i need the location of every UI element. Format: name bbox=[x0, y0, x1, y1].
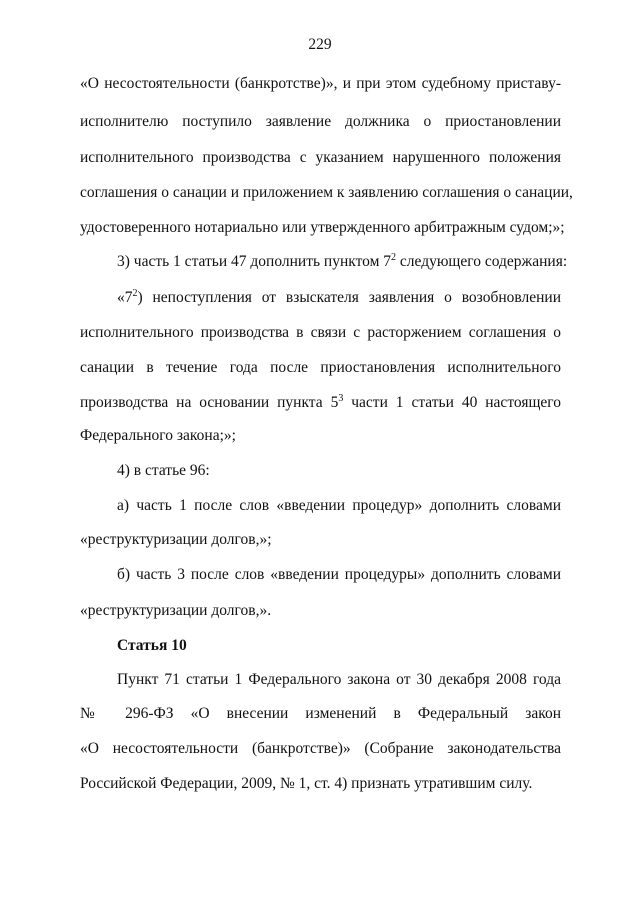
text-line: Российской Федерации, 2009, № 1, ст. 4) признать утратившим силу. bbox=[80, 775, 533, 792]
text-line: «О несостоятельности (банкротстве)», и при этом судебному приставу- bbox=[80, 75, 561, 92]
text-line: «О несостоятельности (банкротстве)» (Собрание законодательства bbox=[80, 740, 561, 757]
text-line: удостоверенного нотариально или утвержденного арбитражным судом;»; bbox=[80, 219, 565, 236]
sub-item-b: б) часть 3 после слов «введении процедуры» дополнить словами bbox=[117, 566, 561, 583]
text-line: № 296-ФЗ «О внесении изменений в Федеральный закон bbox=[80, 705, 561, 722]
list-item-3 bbox=[117, 251, 568, 272]
text-line: Пункт 71 статьи 1 Федерального закона от 30 декабря 2008 года bbox=[117, 671, 561, 688]
superscript: 2 bbox=[391, 251, 397, 263]
text-line: исполнительного производства в связи с расторжением соглашения о bbox=[80, 324, 561, 341]
text-fragment: части 1 статьи 40 настоящего bbox=[343, 394, 562, 411]
text-line: Федерального закона;»; bbox=[80, 427, 236, 444]
list-item-4: 4) в статье 96: bbox=[117, 462, 210, 479]
text-line bbox=[80, 393, 561, 413]
text-line: «реструктуризации долгов,». bbox=[80, 602, 272, 619]
text-fragment: «7 bbox=[117, 289, 133, 306]
text-fragment: следующего содержания: bbox=[396, 253, 568, 270]
text-line: соглашения о санации и приложением к заявлению соглашения о санации, bbox=[80, 184, 573, 201]
superscript: 3 bbox=[338, 392, 344, 404]
text-fragment: 3) часть 1 статьи 47 дополнить пунктом 7 bbox=[117, 253, 392, 270]
page-number: 229 bbox=[308, 36, 332, 53]
text-fragment: производства на основании пункта 5 bbox=[80, 394, 339, 411]
text-line: исполнительного производства с указанием нарушенного положения bbox=[80, 149, 561, 166]
text-line: исполнителю поступило заявление должника о приостановлении bbox=[80, 113, 561, 130]
sub-item-a: а) часть 1 после слов «введении процедур» дополнить словами bbox=[117, 497, 561, 514]
article-heading: Статья 10 bbox=[117, 637, 187, 654]
quote-line bbox=[117, 288, 561, 308]
superscript: 2 bbox=[132, 287, 138, 299]
text-fragment: ) непоступления от взыскателя заявления о возобновлении bbox=[137, 289, 561, 306]
text-line: санации в течение года после приостановления исполнительного bbox=[80, 359, 561, 376]
text-line: «реструктуризации долгов,»; bbox=[80, 531, 272, 548]
